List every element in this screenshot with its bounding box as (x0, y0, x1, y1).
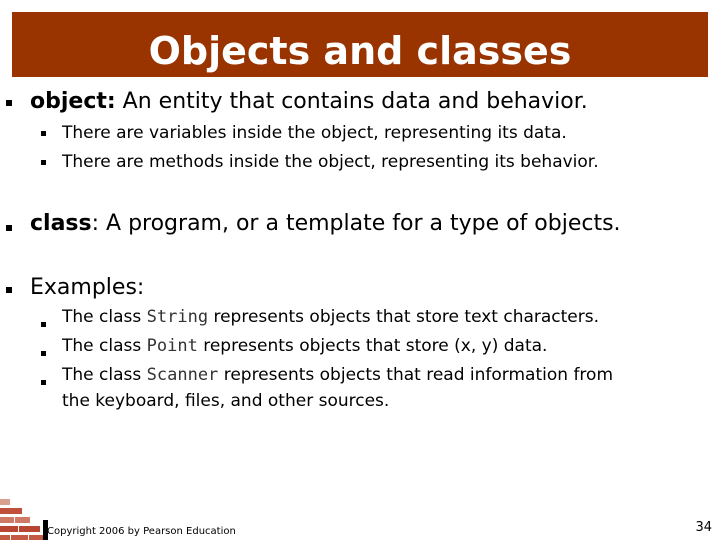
sub-item-suffix: represents objects that store text characters. (208, 307, 600, 327)
item-text: : A program, or a template for a type of objects. (91, 211, 621, 236)
sub-bullet-square-icon (41, 380, 46, 385)
list-item-class (30, 211, 621, 236)
item-text: An entity that contains data and behavior. (115, 89, 588, 114)
list-item-examples: Examples: (30, 275, 145, 300)
list-item-object (30, 89, 588, 114)
sub-item-prefix: The class (62, 365, 147, 385)
sub-item-scanner (62, 365, 613, 385)
copyright-text: Copyright 2006 by Pearson Education (47, 526, 236, 537)
slide-title: Objects and classes (148, 29, 572, 73)
code-string: String (146, 307, 209, 327)
sub-item: There are methods inside the object, representing its behavior. (62, 152, 599, 172)
sub-bullet-square-icon (41, 322, 46, 327)
sub-item-prefix: The class (62, 336, 147, 356)
sub-item-point (62, 336, 547, 356)
sub-item-suffix: represents objects that store (x, y) data. (197, 336, 548, 356)
sub-item-prefix: The class (62, 307, 147, 327)
code-scanner: Scanner (146, 365, 219, 385)
sub-item: There are variables inside the object, representing its data. (62, 123, 567, 143)
sub-bullet-square-icon (41, 351, 46, 356)
sub-item-continuation: the keyboard, files, and other sources. (62, 391, 390, 411)
sub-bullet-square-icon (41, 160, 46, 165)
sub-item-suffix: represents objects that read information from (218, 365, 613, 385)
sub-item-string (62, 307, 599, 327)
term-object: object: (30, 89, 116, 114)
code-point: Point (146, 336, 198, 356)
title-bar (12, 12, 708, 77)
page-number: 34 (695, 520, 712, 535)
bullet-square-icon (6, 225, 12, 231)
bullet-square-icon (6, 287, 12, 293)
bullet-square-icon (6, 100, 12, 106)
brick-wall-logo (0, 497, 44, 540)
term-class: class (30, 211, 92, 236)
sub-bullet-square-icon (41, 131, 46, 136)
